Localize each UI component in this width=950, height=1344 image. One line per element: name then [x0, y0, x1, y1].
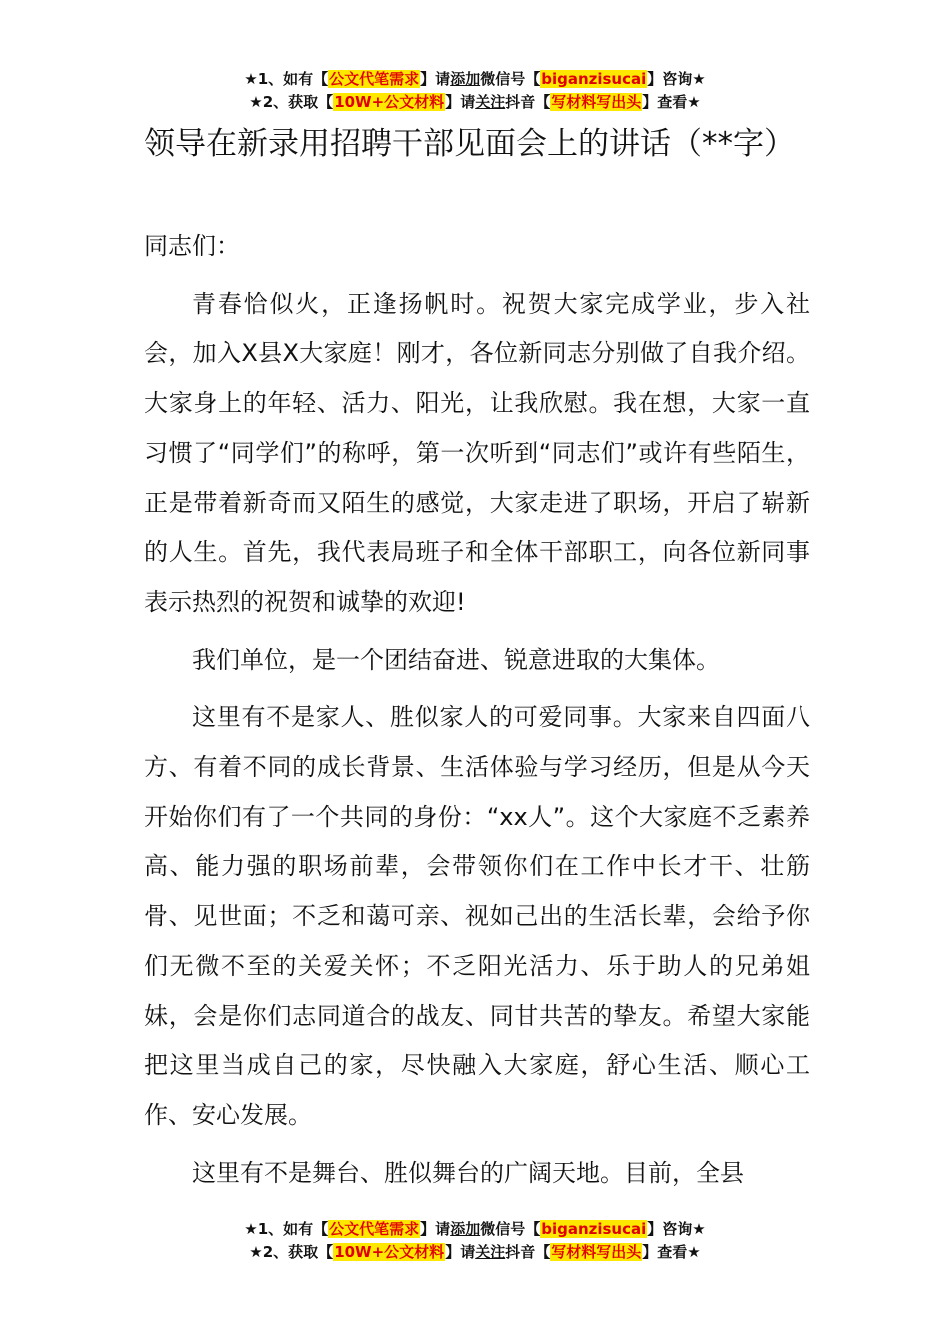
document-title: 领导在新录用招聘干部见面会上的讲话（**字） — [144, 126, 795, 162]
promo-text: 抖音【 — [505, 1243, 551, 1261]
promo-text: 】请 — [445, 1243, 476, 1261]
promo-underlined: 关注 — [475, 1243, 506, 1261]
footer-promo-banner — [0, 1218, 950, 1264]
salutation: 同志们： — [144, 232, 240, 260]
promo-line-2 — [0, 1241, 950, 1264]
paragraph: 这里有不是家人、胜似家人的可爱同事。大家来自四面八方、有着不同的成长背景、生活体验与学习经历，但是从今天开始你们有了一个共同的身份：“xx人”。这个大家庭不乏素养高、能力强的职场前辈，会带领你们在工作中长才干、壮筋骨、见世面；不乏和蔼可亲、视如己出的生活长辈，会给予你们无微不至的关爱关怀；不乏阳光活力、乐于助人的兄弟姐妹，会是你们志同道合的战友、同甘共苦的挚友。希望大家能把这里当成自己的家，尽快融入大家庭，舒心生活、顺心工作、安心发展。 — [144, 703, 810, 1129]
promo-text: 】请 — [445, 93, 476, 111]
promo-underlined: 添加 — [450, 70, 481, 88]
promo-highlight: biganzisucai — [541, 70, 647, 88]
promo-highlight: 公文代笔需求 — [329, 1220, 420, 1238]
promo-text: ★2、获取【 — [249, 1243, 334, 1261]
promo-text: ★1、如有【 — [244, 70, 329, 88]
paragraph: 这里有不是舞台、胜似舞台的广阔天地。目前，全县 — [192, 1158, 744, 1187]
promo-text: 】咨询★ — [647, 70, 706, 88]
promo-highlight: 写材料写出头 — [551, 1243, 642, 1261]
promo-text: 】请 — [420, 70, 451, 88]
promo-text: 微信号【 — [480, 70, 541, 88]
promo-text: ★2、获取【 — [249, 93, 334, 111]
paragraph: 青春恰似火，正逢扬帆时。祝贺大家完成学业，步入社会，加入X县X大家庭！刚才，各位新同志分别做了自我介绍。大家身上的年轻、活力、阳光，让我欣慰。我在想，大家一直习惯了“同学们”的称呼，第一次听到“同志们”或许有些陌生，正是带着新奇而又陌生的感觉，大家走进了职场，开启了崭新的人生。首先，我代表局班子和全体干部职工，向各位新同事表示热烈的祝贺和诚挚的欢迎! — [144, 289, 810, 616]
promo-text: 抖音【 — [505, 93, 551, 111]
promo-highlight: biganzisucai — [541, 1220, 647, 1238]
promo-text: 微信号【 — [480, 1220, 541, 1238]
paragraph: 我们单位，是一个团结奋进、锐意进取的大集体。 — [192, 645, 720, 674]
promo-text: 】查看★ — [642, 1243, 701, 1261]
promo-highlight: 10W+公文材料 — [334, 1243, 445, 1261]
promo-text: ★1、如有【 — [244, 1220, 329, 1238]
promo-text: 】请 — [420, 1220, 451, 1238]
promo-underlined: 关注 — [475, 93, 506, 111]
promo-text: 】查看★ — [642, 93, 701, 111]
promo-highlight: 10W+公文材料 — [334, 93, 445, 111]
document-body — [144, 222, 810, 1198]
promo-line-1 — [0, 1218, 950, 1241]
promo-highlight: 写材料写出头 — [551, 93, 642, 111]
promo-underlined: 添加 — [450, 1220, 481, 1238]
promo-line-2 — [0, 91, 950, 114]
promo-line-1 — [0, 68, 950, 91]
promo-highlight: 公文代笔需求 — [329, 70, 420, 88]
promo-text: 】咨询★ — [647, 1220, 706, 1238]
header-promo-banner — [0, 68, 950, 114]
